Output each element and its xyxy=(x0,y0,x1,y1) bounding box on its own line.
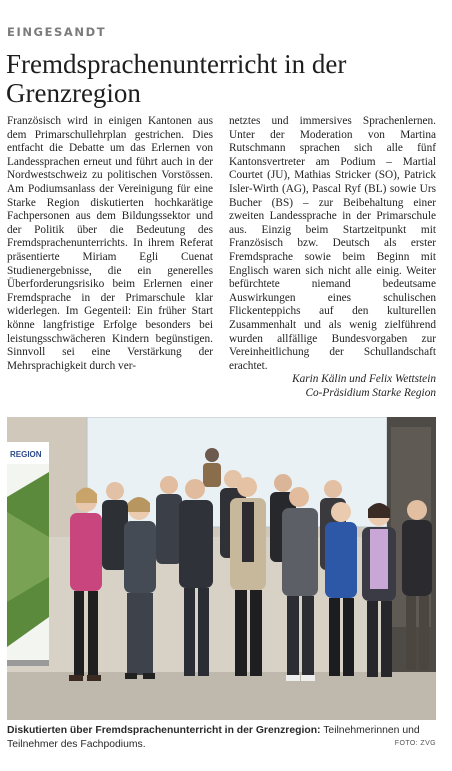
photo-caption xyxy=(7,724,436,751)
photo-caption-text: Teilnehmerinnen und Teilnehmer des Fachpodiums. xyxy=(7,725,420,750)
group-photo xyxy=(7,417,436,720)
starke-region-banner xyxy=(7,442,49,666)
article-column-right xyxy=(229,115,436,400)
author-role: Co-Präsidium Starke Region xyxy=(305,386,436,399)
photo-credit: FOTO: ZVG xyxy=(394,740,436,747)
section-kicker: EINGESANDT xyxy=(7,25,107,39)
article-headline: Fremdsprachenunterricht in der Grenzregion xyxy=(6,49,347,108)
article-column-left xyxy=(7,115,213,373)
article-body-right: netztes und immersives Sprachenlernen. Unter der Moderation von Martina Rutschmann sprachen sich alle fünf Kantonsvertreter am Podium – Martial Courtet (JU), Mathias Stricker (SO), Patrick Isler-Wirth (AG), Pascal Ryf (BL) sowie Urs Bucher (BS) – zur Beibehaltung einer zweiten Landessprache in der Primarschule aus. Einzig beim Startzeitpunkt mit Französisch bzw. Deutsch als erster Fremdsprache sowie beim Beginn mit Englisch waren sich nicht alle einig. Weiter befürchtete niemand bedeutsame Auswirkungen eines schulischen Flickenteppichs auf den kulturellen Zusammenhalt und als wenig zielführend wurden allfällige Bundesvorgaben zur Vereinheitlichung der Schullandschaft erachtet. xyxy=(229,115,436,372)
group-photo-illustration xyxy=(7,417,436,720)
article-body-left: Französisch wird in einigen Kantonen aus dem Primarschullehrplan gestrichen. Dies entfacht die Debatte um das Erlernen von Landessprachen erneut und führt auch in der Nordwestschweiz zu politischen Vorstössen. Am Podiumsanlass der Vereinigung für eine Starke Region diskutierten hochkarätige Fachpersonen aus dem Bildungssektor und der Politik über die Bedeutung des Fremdsprachenunterrichts. In ihrem Referat präsentierte Miriam Egli Cuenat Studienergebnisse, die ein generelles Überforderungsrisiko beim Erlernen einer Fremdsprache in der Primarschule klar widerlegen. Im Gegenteil: Ein früher Start könne langfristige Erfolge besonders bei leistungsschwächeren Kindern begünstigen. Sinnvoll sei eine Verstärkung der Mehrsprachigkeit durch ver- xyxy=(7,115,213,372)
photo-caption-bold: Diskutierten über Fremdsprachenunterricht in der Grenzregion: xyxy=(7,725,321,736)
banner-text: REGION xyxy=(10,450,42,459)
author-signature: Karin Kälin und Felix Wettstein xyxy=(292,373,436,386)
